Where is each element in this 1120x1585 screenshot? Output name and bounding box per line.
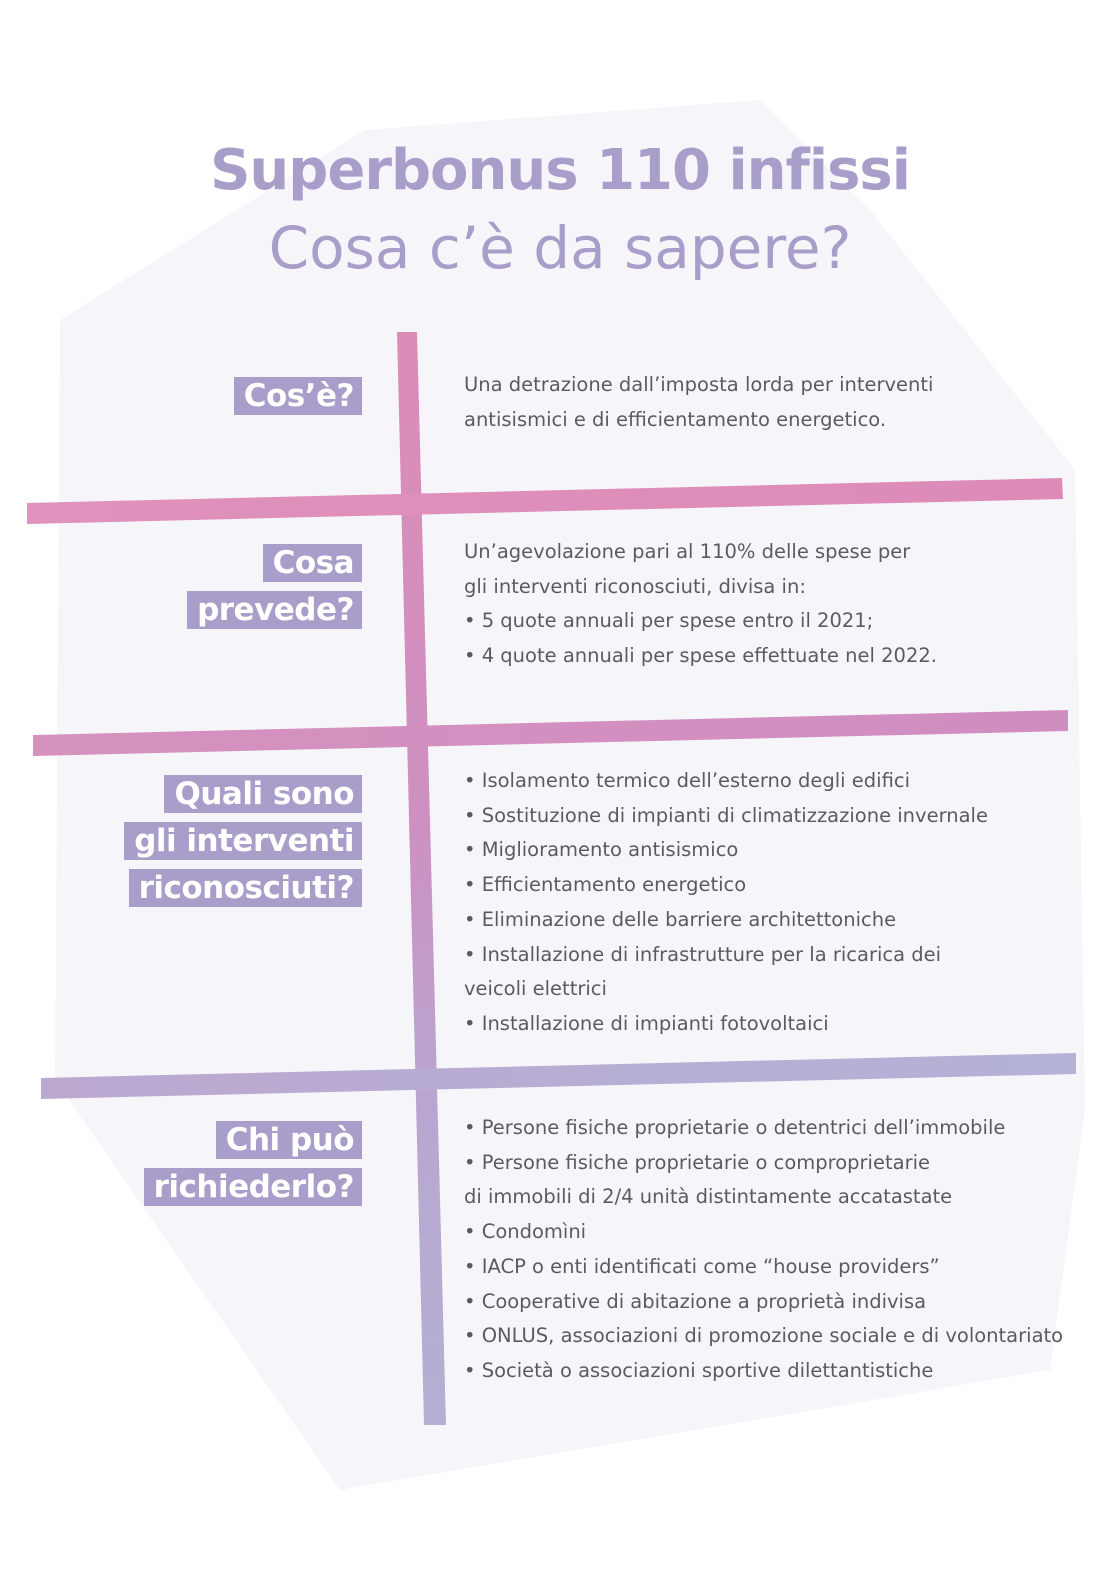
label-line: riconosciuti? [124,866,362,913]
list-item-continuation: di immobili di 2/4 unità distintamente accatastate [464,1185,953,1209]
bullet-list [464,1111,1063,1389]
list-item: • Isolamento termico dell’esterno degli edifici [464,769,910,792]
label-line: Quali sono [124,772,362,819]
page-title: Superbonus 110 infissi [210,138,910,203]
bullet-list [464,604,937,673]
label-line: richiederlo? [144,1165,362,1212]
list-item-continuation: veicoli elettrici [464,977,607,1001]
horizontal-divider-3 [41,1053,1076,1099]
section-label-what-provides [187,541,362,635]
horizontal-divider-1 [27,478,1063,524]
label-line: Cos’è? [234,374,362,421]
list-item: • Persone fisiche proprietarie o detentrici dell’immobile [464,1116,1006,1139]
list-item: • IACP o enti identificati come “house providers” [464,1254,940,1278]
label-line: prevede? [187,588,362,635]
list-item: • Installazione di infrastrutture per la ricarica dei [464,942,942,966]
list-item: • Eliminazione delle barriere architettoniche [464,907,897,931]
paragraph-line: Un’agevolazione pari al 110% delle spese per [464,540,911,563]
label-line: gli interventi [124,819,362,866]
section-content-interventions [464,764,988,1042]
list-item: • ONLUS, associazioni di promozione sociale e di volontariato [464,1324,1064,1348]
section-label-interventions [124,772,362,913]
bullet-list [464,764,988,1042]
list-item: • Società o associazioni sportive dilettantistiche [464,1358,934,1382]
section-content-who-can-apply [464,1111,1063,1389]
list-item: • Efficientamento energetico [464,873,747,897]
list-item: • Cooperative di abitazione a proprietà indivisa [464,1289,927,1313]
section-content-what-provides [464,535,937,674]
list-item: • 4 quote annuali per spese effettuate nel 2022. [464,644,937,668]
list-item: • 5 quote annuali per spese entro il 2021; [464,609,874,633]
list-item: • Persone fisiche proprietarie o comproprietarie [464,1150,931,1174]
list-item: • Condomìni [464,1220,587,1244]
section-label-what-is [234,374,362,421]
horizontal-divider-2 [33,710,1068,756]
paragraph-line: gli interventi riconosciuti, divisa in: [464,574,806,598]
label-line: Cosa [187,541,362,588]
section-content-what-is [464,368,933,437]
section-label-who-can-apply [144,1118,362,1212]
list-item: • Installazione di impianti fotovoltaici [464,1011,829,1035]
paragraph-line: Una detrazione dall’imposta lorda per interventi [464,373,934,396]
paragraph-line: antisismici e di efficientamento energetico. [464,407,887,431]
page-subtitle: Cosa c’è da sapere? [268,214,852,282]
list-item: • Miglioramento antisismico [464,838,739,862]
list-item: • Sostituzione di impianti di climatizzazione invernale [464,803,988,827]
label-line: Chi può [144,1118,362,1165]
